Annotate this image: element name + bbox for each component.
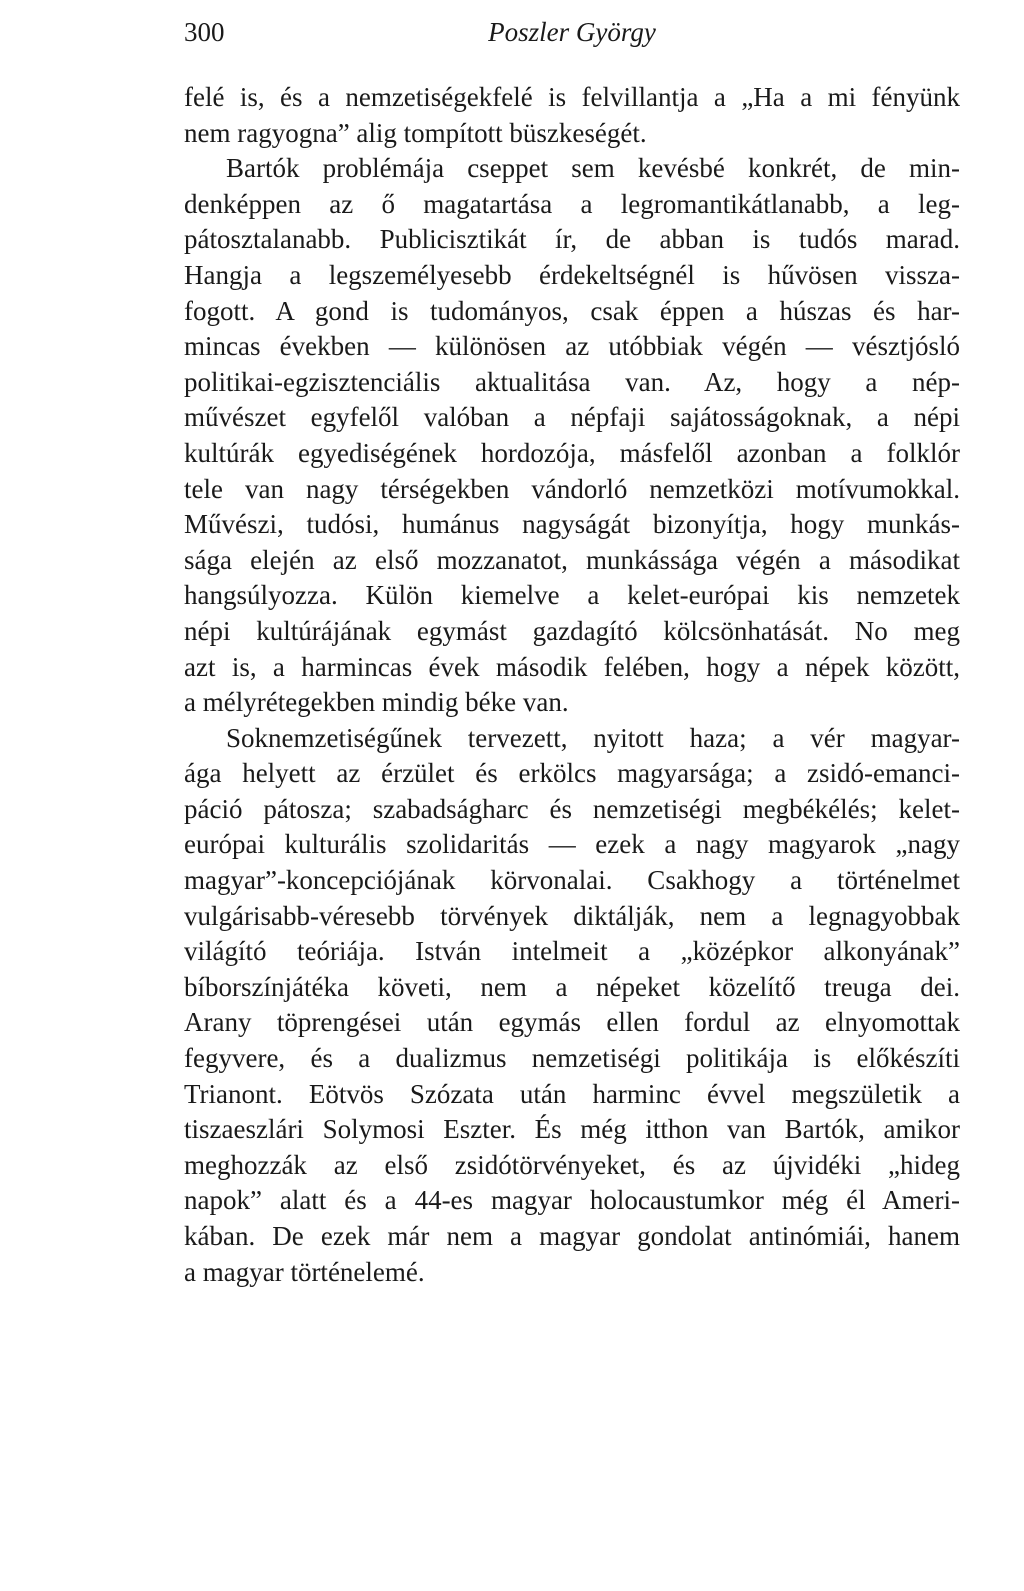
text-line: pátosztalanabb. Publicisztikát ír, de abban is tudós marad. (184, 224, 960, 255)
text-line: kában. De ezek már nem a magyar gondolat antinómiái, hanem (184, 1221, 960, 1251)
text-line: művészet egyfelől valóban a népfaji sajátosságoknak, a népi (184, 402, 960, 433)
text-line: Arany töprengései után egymás ellen fordul az elnyomottak (184, 1007, 960, 1038)
text-line: fegyvere, és a dualizmus nemzetiségi politikája is előkészíti (184, 1043, 960, 1074)
text-line: világító teóriája. István intelmeit a „középkor alkonyának” (184, 936, 960, 967)
text-line: tiszaeszlári Solymosi Eszter. És még itthon van Bartók, amikor (184, 1114, 960, 1145)
text-line: Soknemzetiségűnek tervezett, nyitott haza; a vér magyar- (226, 722, 960, 753)
text-line: denképpen az ő magatartása a legromantikátlanabb, a leg- (184, 188, 960, 219)
text-line: ága helyett az érzület és erkölcs magyarsága; a zsidó-emanci- (184, 758, 960, 789)
text-line: európai kulturális szolidaritás — ezek a nagy magyarok „nagy (184, 829, 960, 860)
text-line: a mélyrétegekben mindig béke van. (184, 687, 569, 718)
text-line: sága elején az első mozzanatot, munkássága végén a másodikat (184, 544, 960, 575)
text-line: meghozzák az első zsidótörvényeket, és az újvidéki „hideg (184, 1149, 960, 1180)
text-line: Bartók problémája cseppet sem kevésbé konkrét, de min- (226, 153, 960, 184)
text-line: Trianont. Eötvös Szózata után harminc évvel megszületik a (184, 1078, 960, 1109)
text-line: páció pátosza; szabadságharc és nemzetiségi megbékélés; kelet- (184, 793, 960, 824)
text-line: politikai-egzisztenciális aktualitása van. Az, hogy a nép- (184, 366, 960, 397)
running-head (184, 12, 960, 52)
text-line: vulgárisabb-véresebb törvények diktálják, nem a legnagyobbak (184, 900, 960, 931)
text-line: felé is, és a nemzetiségekfelé is felvillantja a „Ha a mi fényünk (184, 82, 960, 112)
text-line: magyar”-koncepciójának körvonalai. Csakhogy a történelmet (184, 865, 960, 896)
text-line: fogott. A gond is tudományos, csak éppen a húszas és har- (184, 295, 960, 326)
body-text (184, 80, 960, 1290)
text-line: kultúrák egyediségének hordozója, másfelől azonban a folklór (184, 437, 960, 468)
text-line: hangsúlyozza. Külön kiemelve a kelet-európai kis nemzetek (184, 580, 960, 611)
text-line: mincas években — különösen az utóbbiak végén — vésztjósló (184, 331, 960, 362)
text-line: bíborszínjátéka követi, nem a népeket közelítő treuga dei. (184, 971, 960, 1002)
text-line: azt is, a harmincas évek második felében, hogy a népek között, (184, 651, 960, 682)
text-line: tele van nagy térségekben vándorló nemzetközi motívumokkal. (184, 473, 960, 504)
running-title: Poszler György (488, 17, 656, 47)
page-number: 300 (184, 17, 225, 47)
text-line: a magyar történelemé. (184, 1256, 425, 1287)
text-line: nem ragyogna” alig tompított büszkeségét. (184, 117, 647, 148)
text-line: napok” alatt és a 44-es magyar holocaustumkor még él Ameri- (184, 1185, 960, 1216)
text-line: népi kultúrájának egymást gazdagító kölcsönhatását. No meg (184, 615, 960, 646)
text-line: Művészi, tudósi, humánus nagyságát bizonyítja, hogy munkás- (184, 509, 960, 540)
text-line: Hangja a legszemélyesebb érdekeltségnél is hűvösen vissza- (184, 259, 960, 290)
